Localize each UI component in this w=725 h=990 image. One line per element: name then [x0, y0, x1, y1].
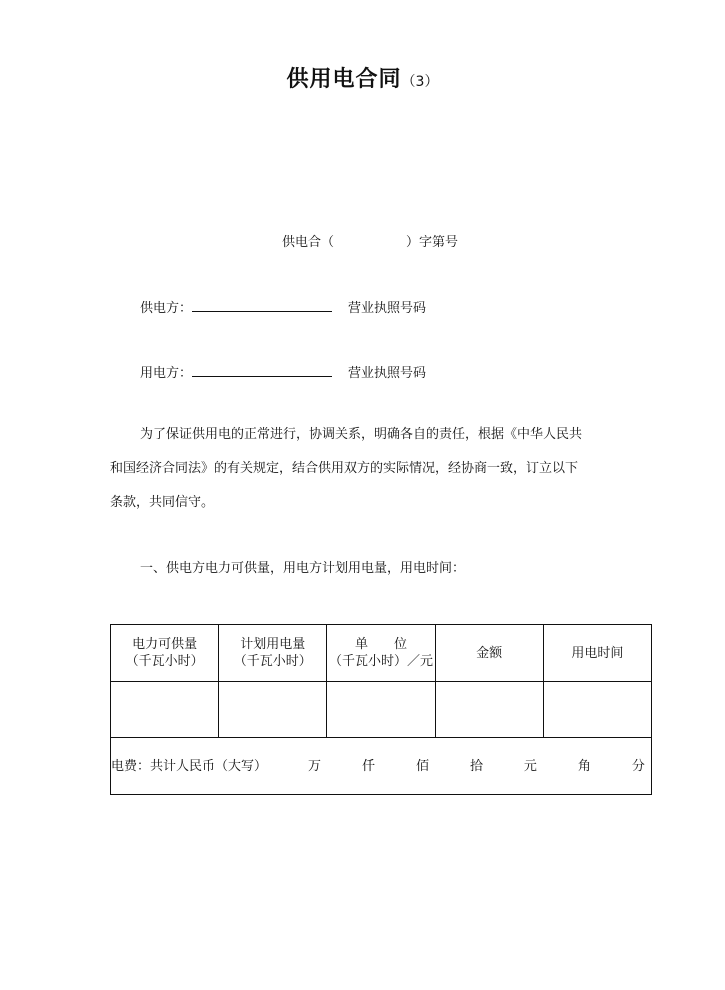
user-label: 用电方： [140, 366, 193, 381]
fee-unit-shi: 拾 [469, 758, 483, 774]
fee-label: 电费：共计人民币（大写） [111, 758, 268, 774]
fee-unit-yuan: 元 [523, 758, 537, 774]
supplier-line [140, 297, 426, 316]
fee-unit-fen: 分 [631, 758, 645, 774]
cell-planned-usage[interactable] [219, 682, 327, 738]
fee-unit-bai: 佰 [415, 758, 429, 774]
user-name-field[interactable] [192, 364, 332, 377]
title-main: 供用电合同 [286, 67, 402, 92]
header-usage-time: 用电时间 [543, 625, 651, 682]
fee-unit-qian: 仟 [361, 758, 375, 774]
preamble-line-1: 为了保证供用电的正常进行，协调关系，明确各自的责任，根据《中华人民共 [140, 427, 583, 442]
section-1-heading: 一、供电方电力可供量，用电方计划用电量，用电时间： [140, 561, 466, 576]
table-row [111, 682, 652, 738]
supply-table [110, 624, 652, 795]
cell-usage-time[interactable] [543, 682, 651, 738]
preamble-line-3: 条款，共同信守。 [110, 495, 215, 510]
fee-cell [111, 738, 652, 795]
contract-number-suffix: ）字第号 [406, 235, 459, 250]
user-license-label: 营业执照号码 [348, 366, 427, 381]
fee-row [111, 738, 652, 795]
header-supply-capacity: 电力可供量 （千瓦小时） [111, 625, 219, 682]
supplier-name-field[interactable] [192, 299, 332, 312]
page-title [0, 62, 725, 93]
fee-unit-wan: 万 [307, 758, 321, 774]
header-planned-usage: 计划用电量 （千瓦小时） [219, 625, 327, 682]
preamble-line-2: 和国经济合同法》的有关规定，结合供用双方的实际情况，经协商一致，订立以下 [110, 461, 579, 476]
cell-supply-capacity[interactable] [111, 682, 219, 738]
fee-unit-jiao: 角 [577, 758, 591, 774]
user-line [140, 362, 426, 381]
title-number: （3） [401, 74, 439, 90]
header-unit-price: 单 位 （千瓦小时）／元 [327, 625, 435, 682]
contract-number-prefix: 供电合（ [282, 235, 335, 250]
supplier-license-label: 营业执照号码 [348, 301, 427, 316]
contract-number-line [282, 231, 458, 250]
preamble-paragraph [110, 418, 640, 520]
supplier-label: 供电方： [140, 301, 193, 316]
table-header-row [111, 625, 652, 682]
header-amount: 金额 [435, 625, 543, 682]
cell-amount[interactable] [435, 682, 543, 738]
cell-unit-price[interactable] [327, 682, 435, 738]
